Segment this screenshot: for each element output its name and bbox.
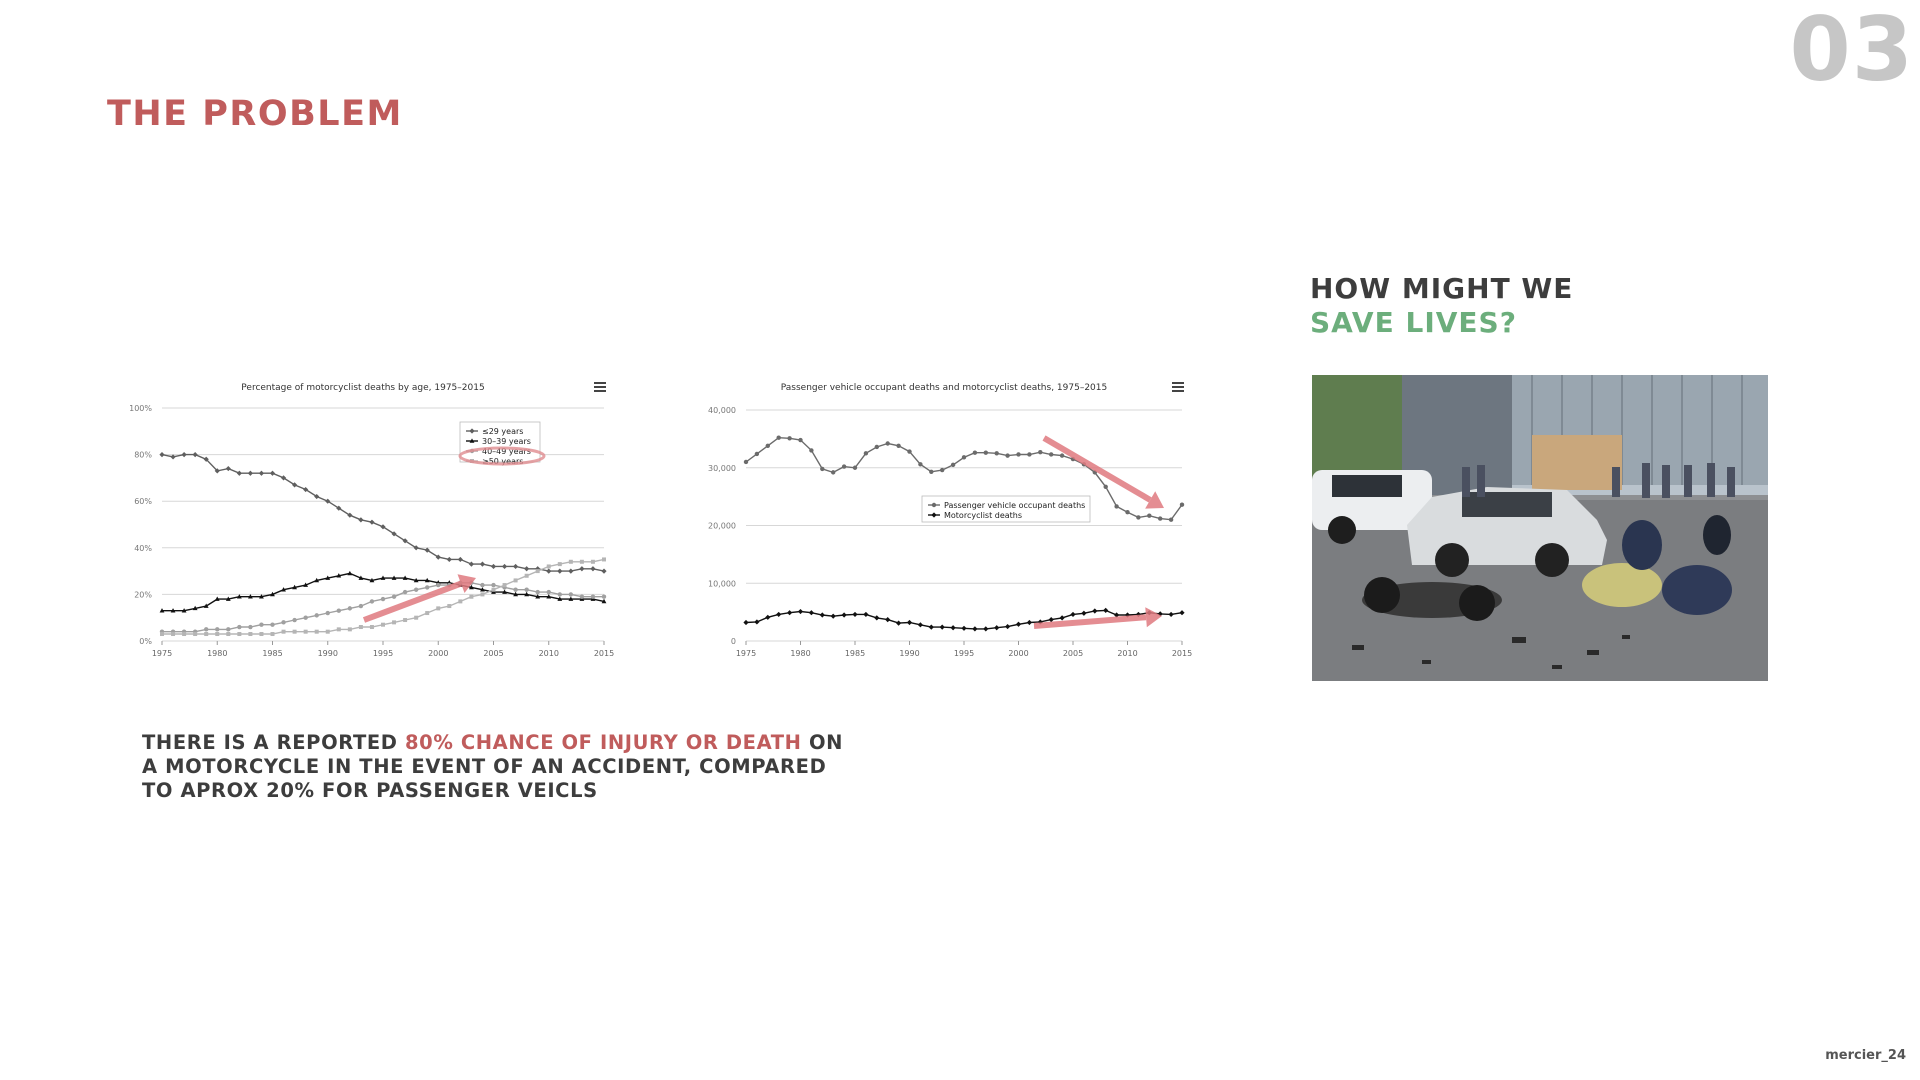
data-point [601,569,606,574]
chart-svg [684,368,1214,670]
y-tick-label: 30,000 [708,463,736,473]
data-point [754,619,759,624]
menu-icon-bar [594,382,606,384]
x-tick-label: 1980 [207,649,228,658]
page-title: THE PROBLEM [107,94,403,134]
trend-arrow-head [1145,607,1162,627]
data-point [392,620,396,624]
data-point [436,583,440,587]
series-0 [159,452,606,574]
data-point [237,632,241,636]
data-point [326,630,330,634]
data-point [1114,504,1118,508]
data-point [303,616,307,620]
chart-title: Percentage of motorcyclist deaths by age, 1975–2015 [241,383,485,393]
data-point [918,462,922,466]
data-point [755,452,759,456]
data-point [403,590,407,594]
data-point [182,452,187,457]
data-point [951,625,956,630]
data-point [425,611,429,615]
data-point [370,625,374,629]
data-point [590,566,595,571]
data-point [513,564,518,569]
data-point [1103,608,1108,613]
data-point [1158,516,1162,520]
data-point [315,630,319,634]
data-point [961,626,966,631]
data-point [359,604,363,608]
data-point [259,471,264,476]
x-tick-label: 1990 [899,649,920,658]
y-tick-label: 0 [730,637,736,646]
hmw-line-2: SAVE LIVES? [1310,306,1517,339]
x-tick-label: 1995 [953,649,975,658]
data-point [348,606,352,610]
data-point [1104,485,1108,489]
data-point [1049,452,1053,456]
statement-highlight: 80% CHANCE OF INJURY OR DEATH [404,731,802,754]
data-point [1016,452,1020,456]
data-point [315,613,319,617]
data-point [546,569,551,574]
data-point [491,583,495,587]
data-point [182,632,186,636]
data-point [809,610,814,615]
data-point [951,463,955,467]
data-point [369,520,374,525]
data-point [558,592,562,596]
chart-svg [104,368,624,670]
data-point [972,626,977,631]
data-point [513,588,517,592]
data-point [193,632,197,636]
x-tick-label: 1985 [262,649,283,658]
data-point [525,574,529,578]
x-tick-label: 2000 [1008,649,1029,658]
data-point [492,588,496,592]
data-point [831,470,835,474]
data-point [458,557,463,562]
data-point [414,616,418,620]
data-point [1169,518,1173,522]
data-point [994,625,999,630]
data-point [514,578,518,582]
data-point [425,585,429,589]
data-point [569,592,573,596]
x-tick-label: 2005 [1062,649,1084,658]
data-point [536,569,540,573]
data-point [403,618,407,622]
chart-title: Passenger vehicle occupant deaths and motorcyclist deaths, 1975–2015 [780,383,1108,393]
data-point [591,595,595,599]
data-point [557,569,562,574]
data-point [864,451,868,455]
data-point [282,630,286,634]
data-point [940,468,944,472]
menu-icon-bar [1172,382,1184,384]
legend-label: 30–39 years [482,437,531,446]
x-tick-label: 2005 [483,649,504,658]
data-point [863,612,868,617]
data-point [1016,622,1021,627]
y-tick-label: 100% [129,404,152,413]
legend-label: 40–49 years [482,447,531,456]
data-point [348,627,352,631]
data-point [820,612,825,617]
data-point [359,625,363,629]
x-tick-label: 2015 [1171,649,1193,658]
data-point [1147,513,1151,517]
data-point [798,438,802,442]
data-point [237,471,242,476]
data-point [1070,612,1075,617]
data-point [458,599,462,603]
y-tick-label: 40% [134,543,152,553]
legend-label: ≤29 years [482,427,524,436]
data-point [491,564,496,569]
data-point [326,611,330,615]
data-point [502,564,507,569]
data-point [381,597,385,601]
data-point [886,441,890,445]
data-point [204,632,208,636]
data-point [524,588,528,592]
data-point [743,620,748,625]
data-point [896,620,901,625]
data-point [281,620,285,624]
chart-legend [460,422,540,466]
data-point [940,625,945,630]
data-point [215,632,219,636]
data-point [469,595,473,599]
legend-label: Motorcyclist deaths [944,511,1023,520]
data-point [547,564,551,568]
data-point [1169,612,1174,617]
data-point [170,454,175,459]
data-point [392,595,396,599]
data-point [237,625,241,629]
data-point [765,615,770,620]
data-point [414,588,418,592]
data-point [193,452,198,457]
series-line [162,455,604,571]
data-point [248,471,253,476]
how-might-we-heading [1310,272,1573,340]
legend-marker [932,503,936,507]
data-point [171,632,175,636]
data-point [1027,452,1031,456]
data-point [381,623,385,627]
menu-icon-bar [594,386,606,388]
data-point [347,571,352,575]
data-point [271,632,275,636]
motorcycle-accident-photo [1312,375,1768,681]
data-point [226,466,231,471]
data-point [259,622,263,626]
data-point [766,444,770,448]
data-point [907,620,912,625]
x-tick-label: 1995 [372,649,394,658]
y-tick-label: 80% [134,450,152,460]
data-point [568,569,573,574]
trend-arrow [364,574,476,620]
data-point [480,562,485,567]
data-point [1125,510,1129,514]
data-point [436,606,440,610]
x-tick-label: 1975 [151,649,173,658]
data-point [983,626,988,631]
data-point [337,609,341,613]
data-point [831,614,836,619]
data-point [160,632,164,636]
data-point [776,612,781,617]
data-point [777,436,781,440]
data-point [1136,515,1140,519]
data-point [842,464,846,468]
data-point [304,630,308,634]
data-point [842,612,847,617]
x-tick-label: 2010 [1117,649,1138,658]
data-point [1180,503,1184,507]
data-point [569,560,573,564]
statement-part-1: THERE IS A REPORTED [142,731,405,754]
data-point [820,467,824,471]
author-credit: mercier_24 [1825,1048,1906,1063]
data-point [591,560,595,564]
data-point [524,566,529,571]
menu-icon [594,382,606,392]
data-point [248,632,252,636]
hmw-line-1: HOW MIGHT WE [1310,272,1574,305]
menu-icon [1172,382,1184,392]
data-point [602,595,606,599]
legend-label: Passenger vehicle occupant deaths [944,501,1086,510]
chart-motorcyclist-deaths-by-age [104,368,624,670]
data-point [259,632,263,636]
data-point [580,560,584,564]
data-point [875,445,879,449]
x-tick-label: 1990 [317,649,338,658]
trend-arrow-shaft [364,584,461,620]
data-point [480,583,484,587]
data-point [579,566,584,571]
data-point [962,455,966,459]
data-point [536,590,540,594]
data-point [885,617,890,622]
menu-icon-bar [594,390,606,392]
x-tick-label: 2010 [538,649,559,658]
data-point [226,632,230,636]
y-tick-label: 60% [134,497,152,507]
data-point [370,599,374,603]
data-point [358,517,363,522]
y-tick-label: 0% [139,637,152,646]
data-point [1060,453,1064,457]
data-point [907,449,911,453]
problem-statement [142,731,862,803]
trend-arrow-shaft [1044,438,1150,500]
chart-vehicle-vs-motorcycle-deaths [684,368,1214,670]
data-point [787,610,792,615]
x-tick-label: 2000 [428,649,449,658]
data-point [929,470,933,474]
data-point [853,466,857,470]
data-point [293,630,297,634]
data-point [984,451,988,455]
data-point [973,451,977,455]
data-point [270,471,275,476]
data-point [744,460,748,464]
data-point [447,557,452,562]
data-point [204,627,208,631]
data-point [215,627,219,631]
data-point [1060,615,1065,620]
legend-label: ≥50 years [482,457,524,466]
data-point [1081,611,1086,616]
data-point [896,444,900,448]
data-point [226,627,230,631]
chart-legend [922,496,1090,522]
data-point [929,625,934,630]
data-point [1005,453,1009,457]
slide-number: 03 [1789,0,1914,101]
data-point [503,583,507,587]
data-point [558,562,562,566]
data-point [337,627,341,631]
menu-icon-bar [1172,390,1184,392]
data-point [1038,450,1042,454]
data-point [852,612,857,617]
data-point [1092,608,1097,613]
data-point [270,622,274,626]
data-point [447,604,451,608]
data-point [874,615,879,620]
data-point [1005,624,1010,629]
data-point [787,436,791,440]
x-tick-label: 2015 [593,649,615,658]
statement-part-2: ON A MOTORCYCLE IN THE EVENT OF AN ACCIDENT, COMPARED TO APROX 20% FOR PASSENGER VEICLS [142,731,844,802]
data-point [1049,617,1054,622]
data-point [995,451,999,455]
data-point [159,452,164,457]
data-point [248,625,252,629]
data-point [1027,620,1032,625]
y-tick-label: 10,000 [708,579,736,589]
data-point [580,595,584,599]
data-point [602,557,606,561]
y-tick-label: 20% [134,590,152,600]
x-tick-label: 1985 [844,649,866,658]
x-tick-label: 1980 [790,649,811,658]
data-point [1179,610,1184,615]
data-point [292,618,296,622]
x-tick-label: 1975 [735,649,757,658]
data-point [798,609,803,614]
y-tick-label: 20,000 [708,521,736,531]
data-point [480,592,484,596]
menu-icon-bar [1172,386,1184,388]
y-tick-label: 40,000 [708,406,736,415]
data-point [809,448,813,452]
data-point [469,562,474,567]
data-point [547,590,551,594]
data-point [918,622,923,627]
